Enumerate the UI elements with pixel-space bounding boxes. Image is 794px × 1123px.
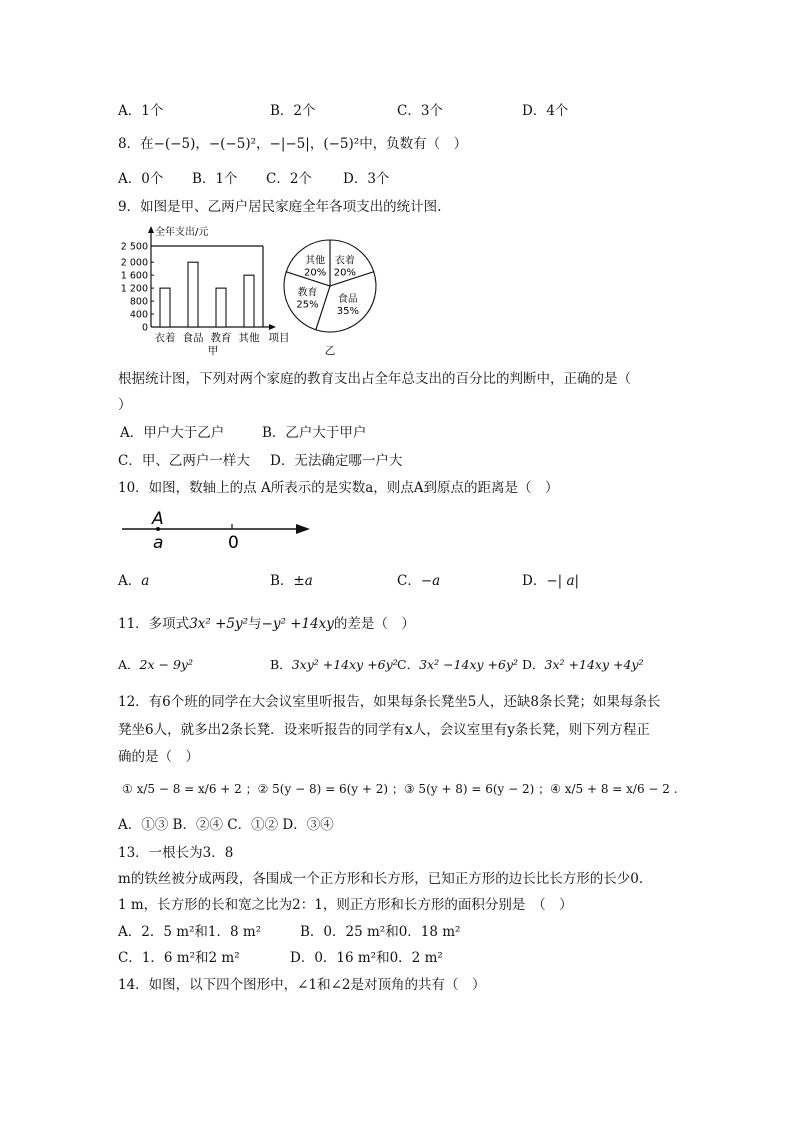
q10-stem: 10．如图，数轴上的点 A所表示的是实数a，则点A到原点的距离是（ ）	[118, 480, 559, 496]
q9-question-line-2: ）	[118, 397, 132, 413]
bar-教育	[216, 288, 226, 327]
bar-y-tick-label: 1 200	[120, 283, 148, 295]
q12-line-2: 凳坐6人，就多出2条长凳．设来听报告的同学有x人，会议室里有y条长凳，则下列方程正	[118, 722, 650, 738]
q13-option-b: B．0．25 m²和0．18 m²	[300, 924, 461, 940]
q11-option-c: C．3x² −14xy +6y²	[397, 657, 519, 672]
q12-options: A．①③ B．②④ C．①② D．③④	[118, 817, 334, 833]
x-arrow-icon	[269, 324, 276, 330]
q10-option-a: A．a	[118, 573, 150, 589]
point-a-var: a	[153, 533, 164, 553]
q11-option-a: A．2x − 9y²	[118, 657, 193, 672]
pie-slice-label: 食品	[337, 293, 358, 305]
q8-option-c: C．2个	[266, 171, 312, 187]
q14-stem: 14．如图，以下四个图形中，∠1和∠2是对顶角的共有（ ）	[118, 977, 486, 993]
q9-stem: 9．如图是甲、乙两户居民家庭全年各项支出的统计图.	[118, 199, 442, 215]
q7-option-c: C．3个	[397, 103, 443, 119]
arrow-head-icon	[296, 524, 310, 534]
q12-line-3: 确的是（ ）	[118, 749, 199, 765]
q7-option-a: A．1个	[118, 103, 164, 119]
q12-line-1: 12．有6个班的同学在大会议室里听报告，如果每条长凳坐5人，还缺8条长凳；如果每条长	[118, 694, 661, 710]
pie-slice-value: 25%	[296, 299, 319, 311]
bar-y-tick-label: 0	[141, 322, 148, 334]
q13-option-d: D．0．16 m²和0．2 m²	[290, 950, 443, 966]
q9-question-line-1: 根据统计图，下列对两个家庭的教育支出占全年总支出的百分比的判断中，正确的是（	[118, 371, 631, 387]
bar-chart-title: 全年支出/元	[155, 227, 209, 238]
q7-option-b: B．2个	[270, 103, 316, 119]
q11-option-b: B．3xy² +14xy +6y²	[270, 657, 398, 672]
q13-line-3: 1 m，长方形的长和宽之比为2：1，则正方形和长方形的面积分别是 （ ）	[118, 897, 573, 913]
origin-label: 0	[228, 533, 239, 553]
number-line	[120, 508, 320, 554]
pie-slice-label: 教育	[297, 287, 318, 299]
q13-option-c: C．1．6 m²和2 m²	[118, 950, 240, 966]
q11-stem: 11．多项式3x² +5y²与−y² +14xy的差是（ ）	[118, 616, 415, 632]
pie-chart	[280, 236, 380, 358]
bar-y-tick-label: 2 500	[120, 241, 148, 253]
q8-expr-2: −(−5)²	[208, 136, 257, 152]
bar-category-label: 其他	[238, 332, 260, 344]
bar-衣着	[160, 288, 170, 327]
q13-option-a: A．2．5 m²和1．8 m²	[118, 924, 262, 940]
bar-category-label: 教育	[210, 332, 232, 344]
q8-expr-3: −|−5|	[269, 136, 310, 152]
pie-slice-value: 35%	[336, 305, 360, 317]
q13-line-2: m的铁丝被分成两段，各围成一个正方形和长方形，已知正方形的边长比长方形的长少0．	[118, 871, 653, 887]
pie-chart-caption: 乙	[324, 345, 336, 357]
bar-x-label: 项目	[268, 332, 290, 344]
q8-stem: 8．在−(−5)，−(−5)²，−|−5|，(−5)²中，负数有（ ）	[118, 136, 468, 152]
q8-option-a: A．0个	[118, 171, 164, 187]
q9-option-b: B．乙户大于甲户	[262, 425, 367, 441]
pie-slice-label: 衣着	[334, 255, 355, 267]
q7-option-d: D．4个	[522, 103, 569, 119]
bar-chart	[115, 222, 295, 357]
q8-expr-1: −(−5)	[153, 136, 196, 152]
q11-expr-1: 3x² +5y²	[189, 616, 249, 632]
bar-y-tick-label: 2 000	[120, 257, 148, 269]
q11-option-d: D．3x² +14xy +4y²	[522, 657, 644, 672]
pie-slice-value: 20%	[333, 267, 356, 279]
q9-option-d: D．无法确定哪一户大	[270, 453, 403, 469]
q8-expr-4: (−5)²	[323, 136, 360, 152]
q11-expr-2: −y² +14xy	[261, 616, 334, 632]
y-arrow-icon	[148, 226, 154, 233]
q8-option-d: D．3个	[343, 171, 390, 187]
q10-option-d: D．−| a|	[522, 573, 580, 589]
q12-equations: ① x/5 − 8 = x/6 + 2 ；② 5(y − 8) = 6(y + 2) ；③ 5(y + 8) = 6(y − 2) ；④ x/5 + 8 = x/6 − 2 .	[122, 782, 678, 796]
bar-其他	[244, 275, 254, 327]
bar-chart-caption: 甲	[207, 345, 219, 357]
q9-option-c: C．甲、乙两户一样大	[118, 453, 250, 469]
bar-category-label: 衣着	[154, 332, 176, 344]
q8-option-b: B．1个	[192, 171, 238, 187]
pie-slice-value: 20%	[304, 267, 327, 279]
bar-category-label: 食品	[182, 332, 204, 344]
bar-y-tick-label: 400	[129, 309, 148, 321]
q10-option-b: B．±a	[270, 573, 313, 589]
pie-slice-label: 其他	[305, 255, 326, 267]
q10-option-c: C．−a	[397, 573, 441, 589]
q9-option-a: A．甲户大于乙户	[120, 425, 225, 441]
bar-食品	[188, 262, 198, 327]
point-a-label: A	[152, 509, 164, 529]
bar-y-tick-label: 800	[129, 296, 148, 308]
bar-y-tick-label: 1 600	[120, 270, 148, 282]
q13-line-1: 13．一根长为3．8	[118, 845, 234, 861]
